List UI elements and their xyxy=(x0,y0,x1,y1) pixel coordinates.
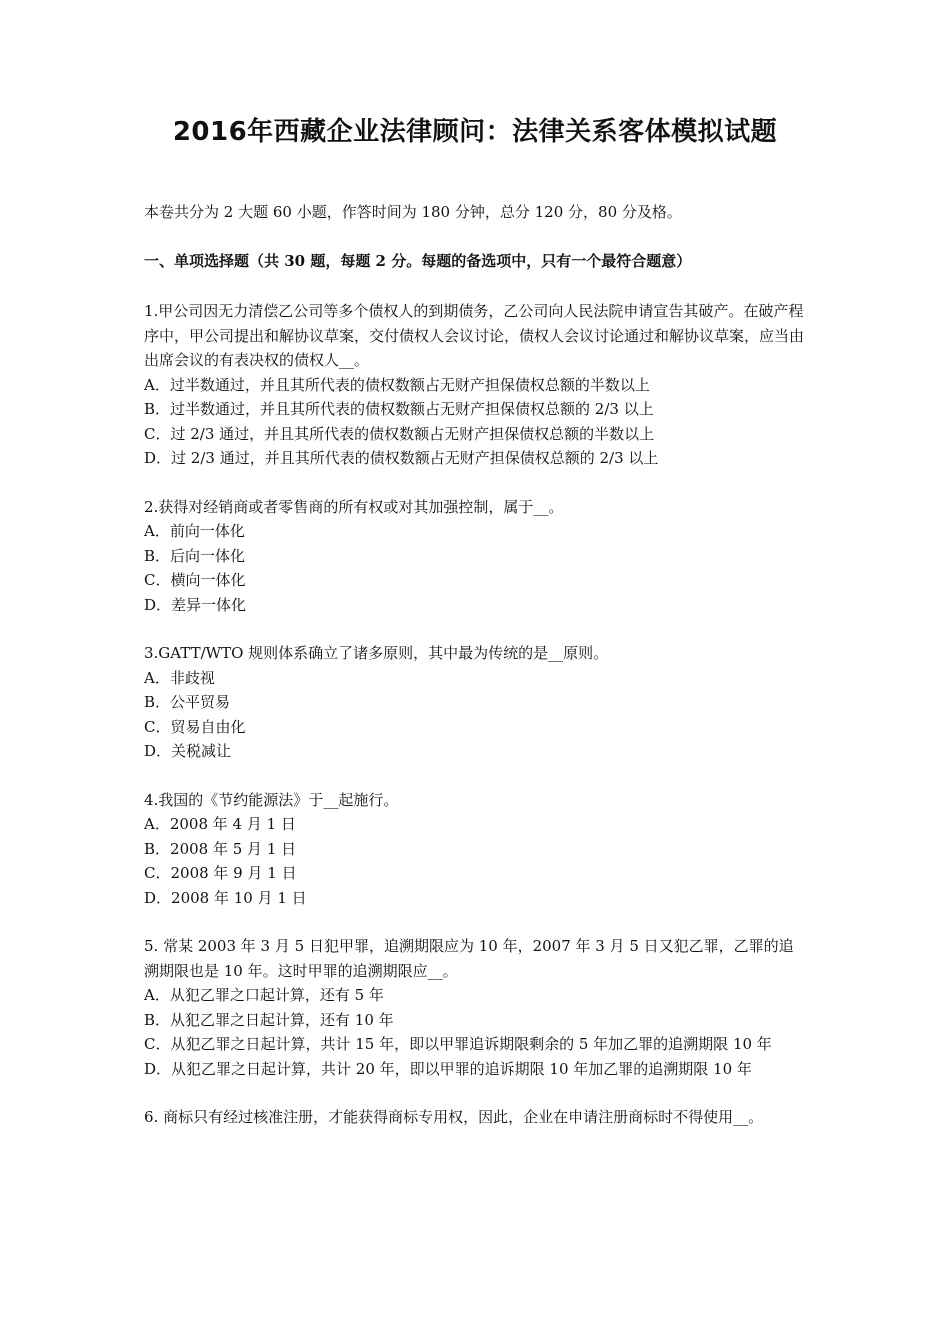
question-stem: 6. 商标只有经过核准注册，才能获得商标专用权，因此，企业在申请注册商标时不得使用__。 xyxy=(144,1108,764,1126)
document-body xyxy=(144,200,808,1154)
option-c: C．过 2/3 通过，并且其所代表的债权数额占无财产担保债权总额的半数以上 xyxy=(144,424,655,443)
question-stem: 1.甲公司因无力清偿乙公司等多个债权人的到期债务，乙公司向人民法院申请宣告其破产。在破产程序中，甲公司提出和解协议草案，交付债权人会议讨论，债权人会议讨论通过和解协议草案，应当由出席会议的有表决权的债权人__。 xyxy=(144,302,805,369)
option-a: A．非歧视 xyxy=(144,668,215,687)
question-5 xyxy=(144,934,808,1081)
option-a: A．过半数通过，并且其所代表的债权数额占无财产担保债权总额的半数以上 xyxy=(144,375,650,394)
option-c: C．贸易自由化 xyxy=(144,717,246,736)
question-stem: 3.GATT/WTO 规则体系确立了诸多原则，其中最为传统的是__原则。 xyxy=(144,644,609,662)
option-c: C．横向一体化 xyxy=(144,571,246,589)
option-c: C．2008 年 9 月 1 日 xyxy=(144,864,297,882)
option-b: B．公平贸易 xyxy=(144,693,231,711)
option-a: A．前向一体化 xyxy=(144,522,245,540)
option-b: B．2008 年 5 月 1 日 xyxy=(144,839,297,858)
document-title: 2016年西藏企业法律顾问：法律关系客体模拟试题 xyxy=(172,117,778,147)
question-2 xyxy=(144,495,808,618)
option-d: D．从犯乙罪之日起计算，共计 20 年，即以甲罪的追诉期限 10 年加乙罪的追溯期限 10 年 xyxy=(144,1059,752,1078)
exam-intro: 本卷共分为 2 大题 60 小题，作答时间为 180 分钟，总分 120 分，80 分及格。 xyxy=(144,203,682,221)
option-b: B．后向一体化 xyxy=(144,546,246,565)
option-c: C．从犯乙罪之日起计算，共计 15 年，即以甲罪追诉期限剩余的 5 年加乙罪的追溯期限 10 年 xyxy=(144,1035,772,1053)
question-4 xyxy=(144,788,808,911)
option-a: A．从犯乙罪之口起计算，还有 5 年 xyxy=(144,986,384,1004)
option-b: B．从犯乙罪之日起计算，还有 10 年 xyxy=(144,1010,394,1029)
question-1 xyxy=(144,299,808,471)
question-stem: 5. 常某 2003 年 3 月 5 日犯甲罪，追溯期限应为 10 年，2007 年 3 月 5 日又犯乙罪，乙罪的追溯期限也是 10 年。这时甲罪的追溯期限应__。 xyxy=(144,937,794,980)
section-heading: 一、单项选择题（共 30 题，每题 2 分。每题的备选项中，只有一个最符合题意） xyxy=(144,251,692,270)
option-a: A．2008 年 4 月 1 日 xyxy=(144,815,296,833)
option-b: B．过半数通过，并且其所代表的债权数额占无财产担保债权总额的 2/3 以上 xyxy=(144,400,654,418)
question-3 xyxy=(144,641,808,764)
question-6 xyxy=(144,1105,808,1130)
option-d: D．过 2/3 通过，并且其所代表的债权数额占无财产担保债权总额的 2/3 以上 xyxy=(144,449,659,467)
question-stem: 2.获得对经销商或者零售商的所有权或对其加强控制，属于__。 xyxy=(144,497,564,516)
option-d: D．2008 年 10 月 1 日 xyxy=(144,888,307,907)
question-stem: 4.我国的《节约能源法》于__起施行。 xyxy=(144,790,399,809)
option-d: D．关税减让 xyxy=(144,742,232,760)
option-d: D．差异一体化 xyxy=(144,595,247,614)
